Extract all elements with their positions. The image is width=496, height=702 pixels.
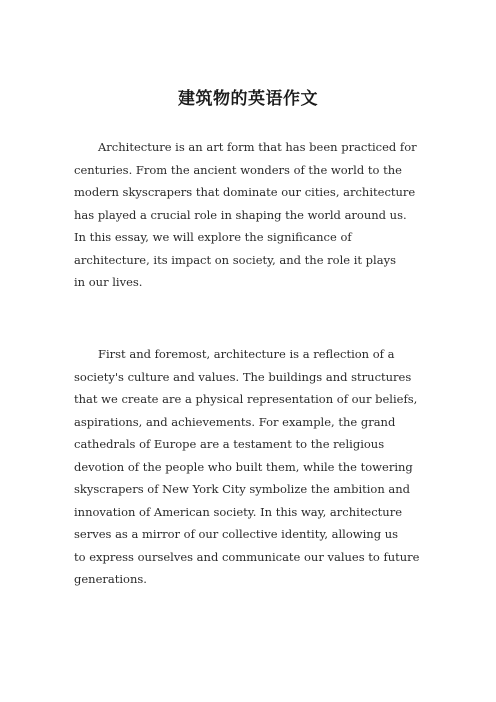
paragraph-line: Architecture is an art form that has been practiced for	[98, 140, 417, 154]
paragraph-line: to express ourselves and communicate our values to future	[74, 549, 420, 564]
paragraph-2	[74, 343, 434, 591]
paragraph-line: serves as a mirror of our collective identity, allowing us	[74, 527, 399, 541]
paragraph-line: architecture, its impact on society, and the role it plays	[74, 252, 396, 267]
paragraph-line: has played a crucial role in shaping the world around us.	[74, 207, 407, 222]
paragraph-line: cathedrals of Europe are a testament to the religious	[74, 437, 385, 451]
paragraph-line: in our lives.	[74, 275, 143, 289]
paragraph-line: devotion of the people who built them, while the towering	[74, 459, 413, 474]
paragraph-line: In this essay, we will explore the significance of	[74, 230, 352, 244]
paragraph-line: aspirations, and achievements. For example, the grand	[74, 414, 396, 429]
paragraph-line: that we create are a physical representation of our beliefs,	[74, 392, 418, 406]
paragraph-line: modern skyscrapers that dominate our cities, architecture	[74, 185, 416, 199]
document-title: 建筑物的英语作文	[178, 89, 318, 109]
paragraph-line: centuries. From the ancient wonders of the world to the	[74, 162, 402, 177]
paragraph-line: skyscrapers of New York City symbolize the ambition and	[74, 482, 411, 496]
paragraph-line: society's culture and values. The buildings and structures	[74, 369, 412, 384]
paragraph-line: First and foremost, architecture is a reflection of a	[98, 347, 395, 361]
paragraph-line: generations.	[74, 572, 147, 586]
paragraph-1	[74, 136, 434, 294]
paragraph-line: innovation of American society. In this way, architecture	[74, 504, 403, 519]
